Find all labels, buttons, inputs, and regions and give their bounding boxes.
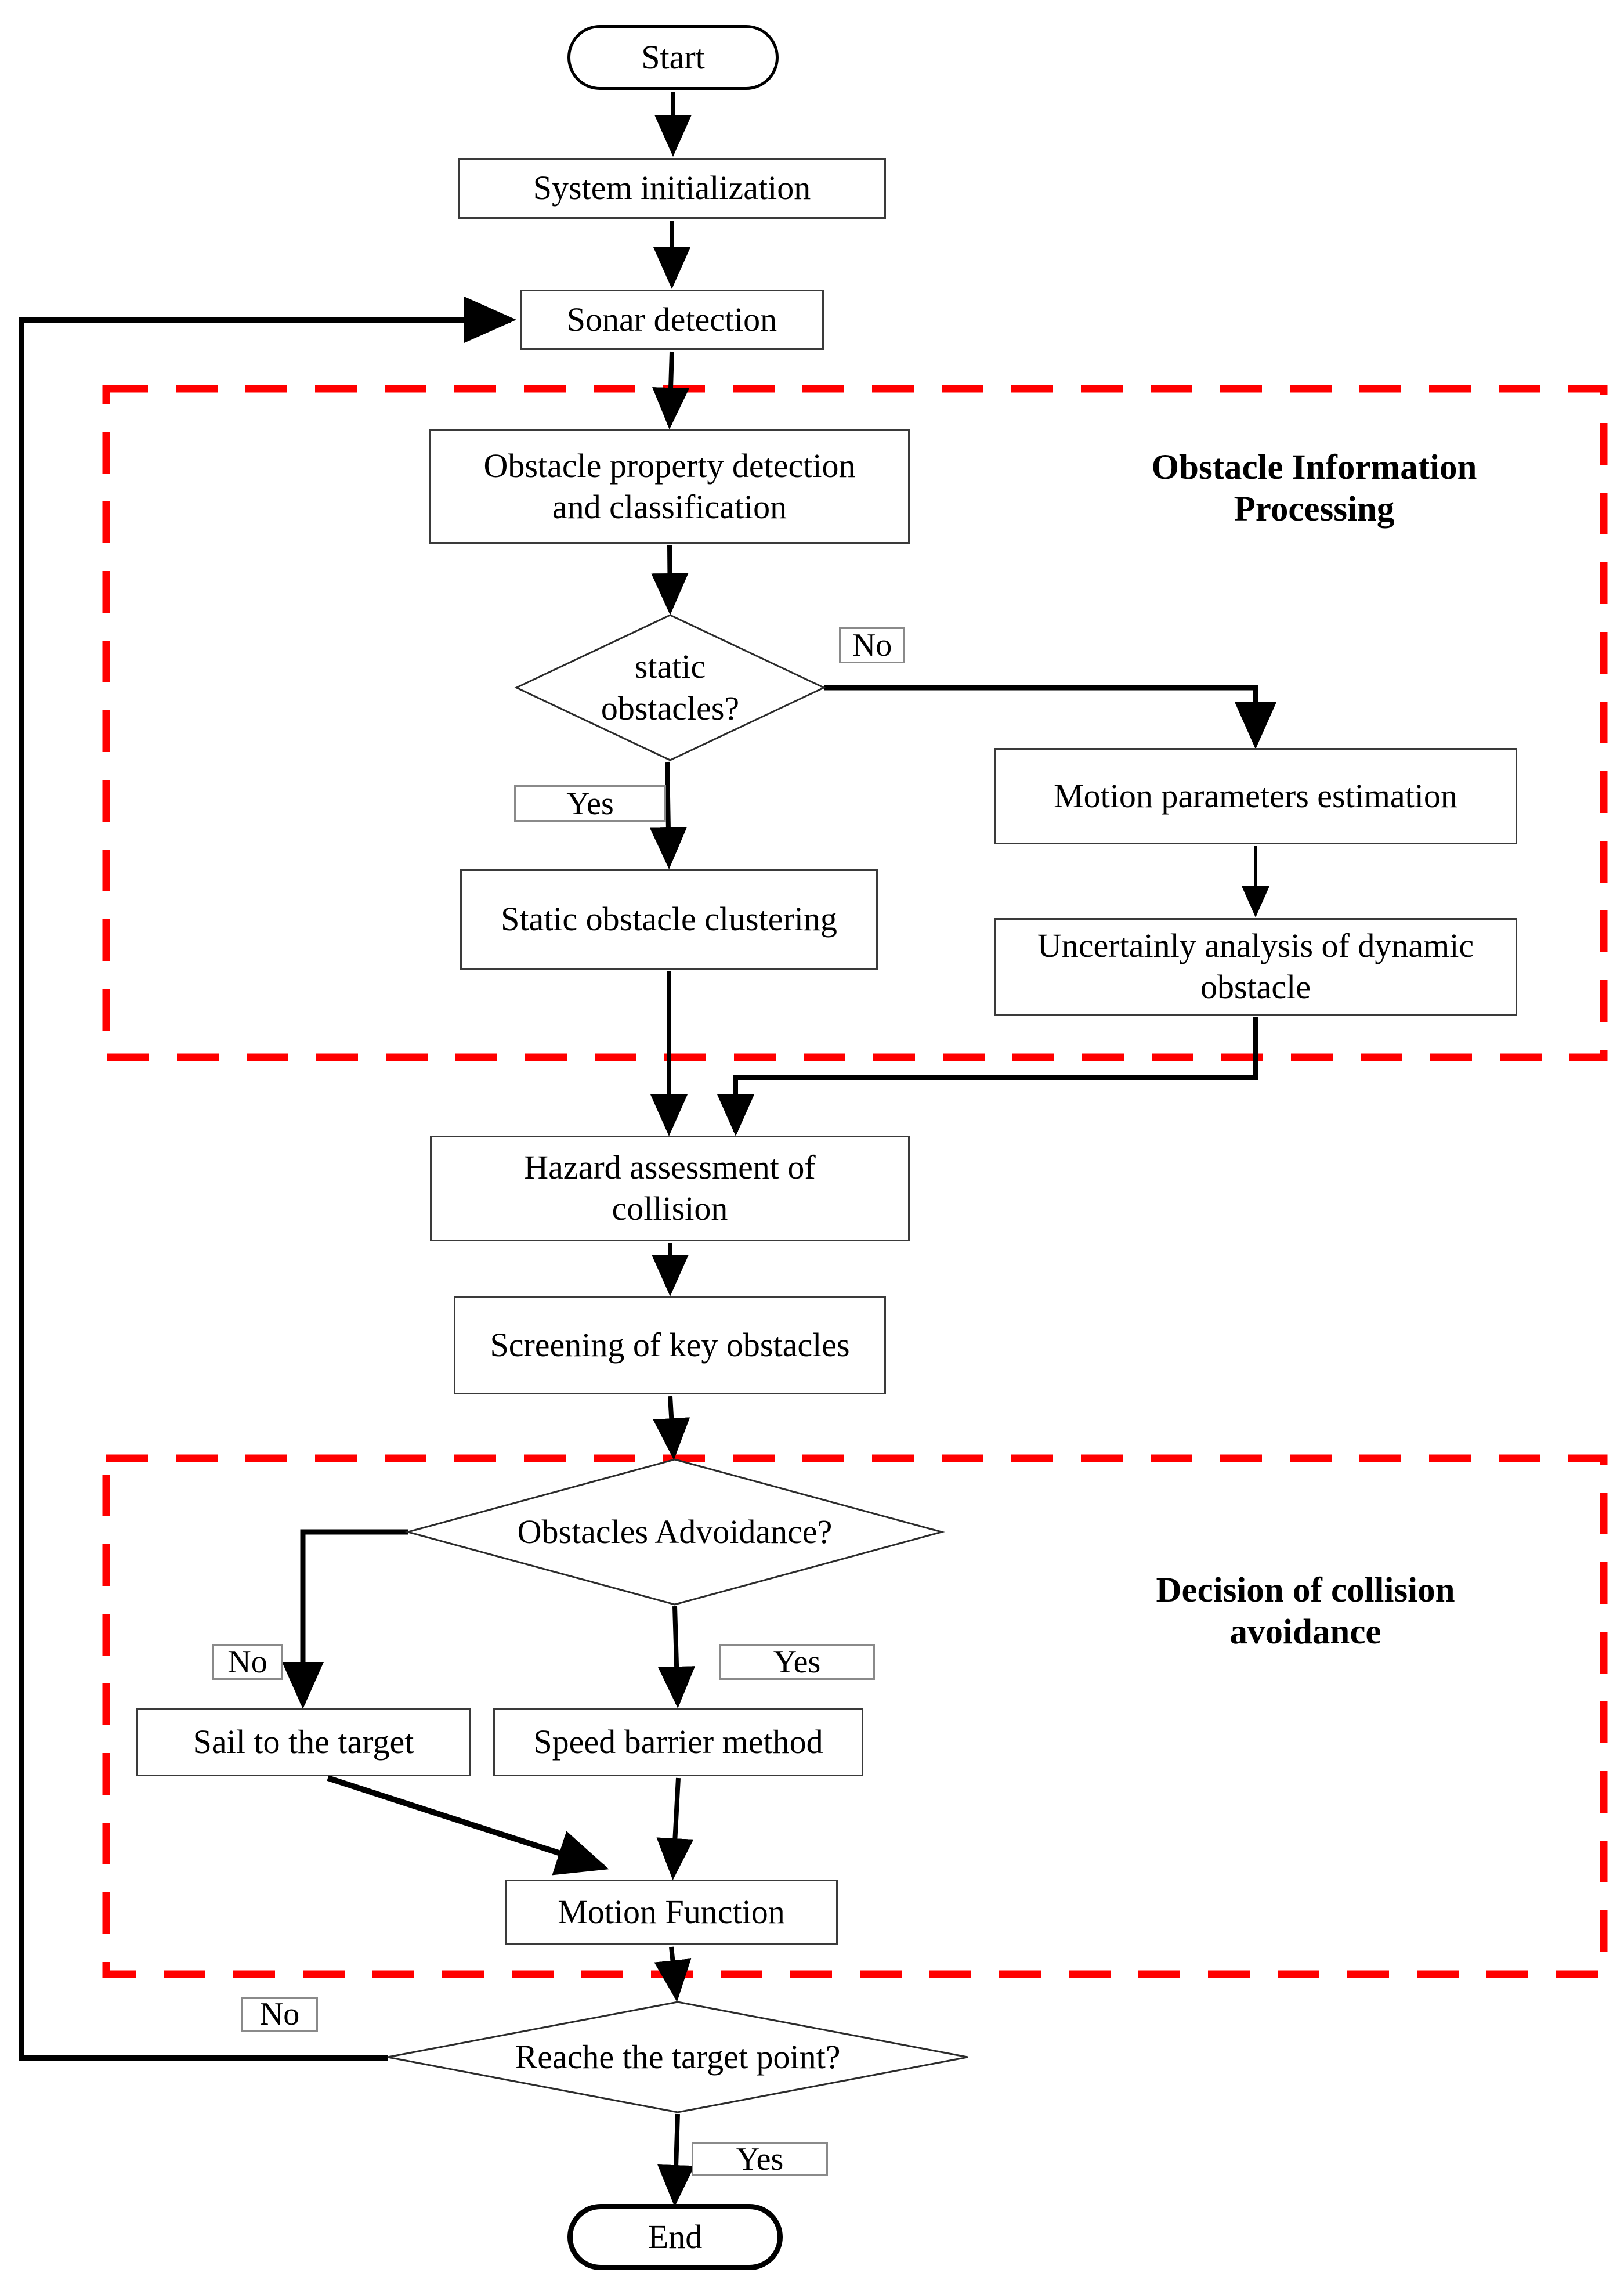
arrow-decision2-yes-branch <box>675 1606 678 1704</box>
hazard-assessment-node: Hazard assessment of collision <box>430 1136 910 1241</box>
start-node: Start <box>567 25 779 90</box>
arrow-barrier-to-motionfn <box>673 1778 678 1876</box>
decision2-yes-label: Yes <box>719 1644 875 1680</box>
uncertainty-analysis-node: Uncertainly analysis of dynamic obstacle <box>994 918 1517 1016</box>
arrow-decision3-to-end <box>675 2114 678 2202</box>
system-initialization-node: System initialization <box>458 158 886 219</box>
arrow-decision1-no-branch <box>824 688 1256 744</box>
sail-to-target-node: Sail to the target <box>136 1708 471 1776</box>
arrow-uncertainty-to-hazard <box>736 1017 1256 1132</box>
arrow-sail-to-motionfn <box>328 1778 603 1867</box>
decision2-label: Obstacles Advoidance? <box>517 1512 833 1551</box>
decision3-label: Reache the target point? <box>515 2037 841 2076</box>
sonar-detection-node: Sonar detection <box>520 290 824 350</box>
motion-parameters-node: Motion parameters estimation <box>994 748 1517 844</box>
region-2-title: Decision of collision avoidance <box>1156 1571 1455 1652</box>
region-1-title: Obstacle Information Processing <box>1151 448 1477 529</box>
speed-barrier-node: Speed barrier method <box>493 1708 863 1776</box>
decision2-no-label: No <box>212 1644 283 1680</box>
decision1-label: static obstacles? <box>601 647 740 727</box>
arrow-decision2-no-branch <box>303 1532 408 1704</box>
screening-node: Screening of key obstacles <box>454 1296 886 1394</box>
motion-function-node: Motion Function <box>505 1880 838 1945</box>
decision1-no-label: No <box>839 627 905 663</box>
arrow-sonar-to-property <box>670 352 672 425</box>
static-clustering-node: Static obstacle clustering <box>460 869 878 970</box>
arrow-motionfn-to-decision3 <box>671 1947 677 1997</box>
decision3-yes-label: Yes <box>692 2142 828 2176</box>
arrow-screening-to-decision2 <box>670 1396 674 1455</box>
decision3-no-label: No <box>241 1997 318 2032</box>
end-node: End <box>567 2204 783 2270</box>
obstacle-property-node: Obstacle property detection and classification <box>429 429 910 544</box>
decision1-yes-label: Yes <box>514 785 666 822</box>
arrow-decision1-yes-branch <box>667 762 669 865</box>
